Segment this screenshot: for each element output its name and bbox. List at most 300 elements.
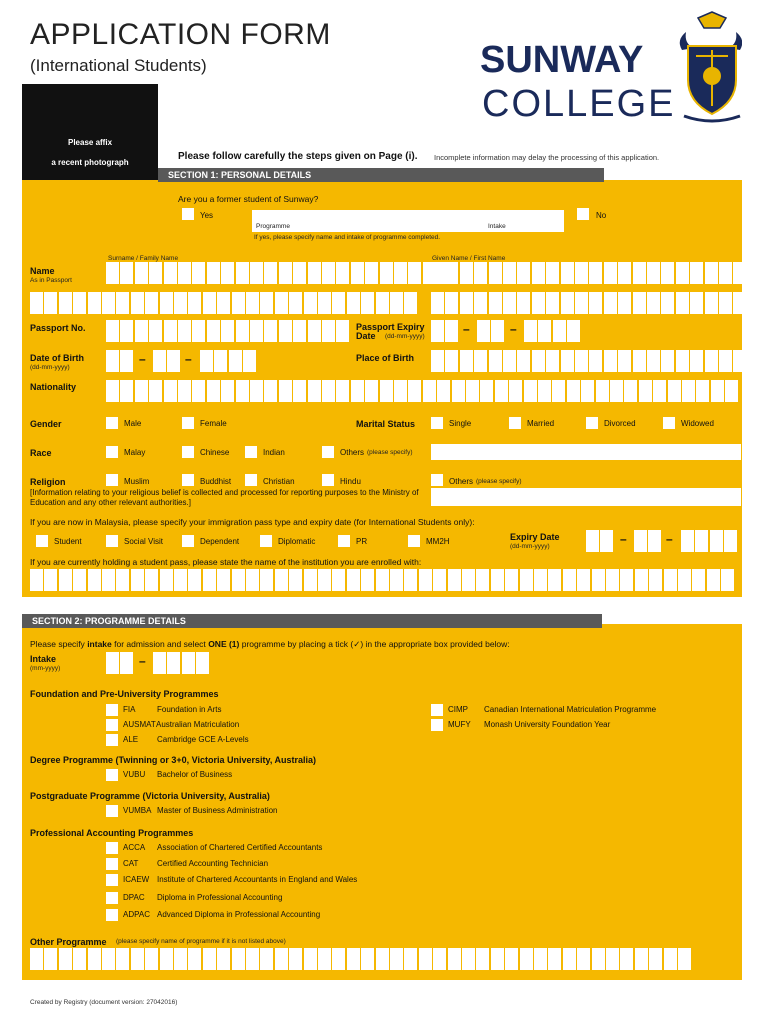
- name-char-box[interactable]: [164, 262, 177, 284]
- malay-checkbox[interactable]: [106, 446, 118, 458]
- passport-char-box[interactable]: [106, 320, 119, 342]
- nationality-box[interactable]: [639, 380, 652, 402]
- place-of-birth-box[interactable]: [705, 350, 718, 372]
- name-char-box[interactable]: [705, 292, 718, 314]
- passport-expiry-box[interactable]: [524, 320, 537, 342]
- name-char-box[interactable]: [246, 292, 259, 314]
- other-programme-box[interactable]: [102, 948, 115, 970]
- others-religion-field[interactable]: [431, 488, 741, 506]
- nationality-box[interactable]: [236, 380, 249, 402]
- name-char-box[interactable]: [546, 292, 559, 314]
- intake-box[interactable]: [196, 652, 209, 674]
- name-char-box[interactable]: [676, 292, 689, 314]
- institution-box[interactable]: [260, 569, 273, 591]
- place-of-birth-box[interactable]: [546, 350, 559, 372]
- expiry-box[interactable]: [634, 530, 647, 552]
- icaew-checkbox[interactable]: [106, 874, 118, 886]
- name-char-box[interactable]: [489, 262, 502, 284]
- name-char-box[interactable]: [733, 262, 746, 284]
- other-programme-box[interactable]: [376, 948, 389, 970]
- institution-box[interactable]: [520, 569, 533, 591]
- institution-box[interactable]: [88, 569, 101, 591]
- name-char-box[interactable]: [365, 262, 378, 284]
- passport-char-box[interactable]: [322, 320, 335, 342]
- name-char-box[interactable]: [203, 292, 216, 314]
- place-of-birth-box[interactable]: [575, 350, 588, 372]
- name-char-box[interactable]: [575, 292, 588, 314]
- dpac-checkbox[interactable]: [106, 892, 118, 904]
- name-char-box[interactable]: [647, 292, 660, 314]
- name-char-box[interactable]: [733, 292, 746, 314]
- passport-char-box[interactable]: [279, 320, 292, 342]
- name-char-box[interactable]: [217, 292, 230, 314]
- institution-box[interactable]: [44, 569, 57, 591]
- institution-box[interactable]: [433, 569, 446, 591]
- institution-box[interactable]: [678, 569, 691, 591]
- pr-checkbox[interactable]: [338, 535, 350, 547]
- other-programme-box[interactable]: [635, 948, 648, 970]
- nationality-box[interactable]: [696, 380, 709, 402]
- passport-expiry-box[interactable]: [431, 320, 444, 342]
- name-char-box[interactable]: [661, 262, 674, 284]
- nationality-box[interactable]: [135, 380, 148, 402]
- name-char-box[interactable]: [322, 262, 335, 284]
- nationality-box[interactable]: [380, 380, 393, 402]
- nationality-box[interactable]: [596, 380, 609, 402]
- nationality-box[interactable]: [423, 380, 436, 402]
- name-char-box[interactable]: [690, 262, 703, 284]
- institution-box[interactable]: [30, 569, 43, 591]
- institution-box[interactable]: [131, 569, 144, 591]
- vumba-checkbox[interactable]: [106, 805, 118, 817]
- institution-box[interactable]: [462, 569, 475, 591]
- institution-box[interactable]: [491, 569, 504, 591]
- name-char-box[interactable]: [131, 292, 144, 314]
- name-char-box[interactable]: [431, 262, 444, 284]
- other-programme-box[interactable]: [59, 948, 72, 970]
- institution-box[interactable]: [505, 569, 518, 591]
- former-no-checkbox[interactable]: [577, 208, 589, 220]
- nationality-box[interactable]: [308, 380, 321, 402]
- place-of-birth-box[interactable]: [647, 350, 660, 372]
- institution-box[interactable]: [721, 569, 734, 591]
- institution-box[interactable]: [59, 569, 72, 591]
- other-programme-box[interactable]: [678, 948, 691, 970]
- nationality-box[interactable]: [524, 380, 537, 402]
- other-programme-box[interactable]: [30, 948, 43, 970]
- muslim-checkbox[interactable]: [106, 474, 118, 486]
- place-of-birth-box[interactable]: [532, 350, 545, 372]
- name-char-box[interactable]: [503, 262, 516, 284]
- name-char-box[interactable]: [633, 292, 646, 314]
- passport-char-box[interactable]: [120, 320, 133, 342]
- married-checkbox[interactable]: [509, 417, 521, 429]
- other-programme-box[interactable]: [462, 948, 475, 970]
- institution-box[interactable]: [246, 569, 259, 591]
- nationality-box[interactable]: [365, 380, 378, 402]
- institution-box[interactable]: [563, 569, 576, 591]
- passport-char-box[interactable]: [164, 320, 177, 342]
- name-char-box[interactable]: [116, 292, 129, 314]
- institution-box[interactable]: [606, 569, 619, 591]
- fia-checkbox[interactable]: [106, 704, 118, 716]
- name-char-box[interactable]: [404, 292, 417, 314]
- other-programme-box[interactable]: [534, 948, 547, 970]
- name-char-box[interactable]: [390, 292, 403, 314]
- nationality-box[interactable]: [192, 380, 205, 402]
- other-programme-box[interactable]: [188, 948, 201, 970]
- other-programme-box[interactable]: [563, 948, 576, 970]
- name-char-box[interactable]: [394, 262, 407, 284]
- name-char-box[interactable]: [332, 292, 345, 314]
- acca-checkbox[interactable]: [106, 842, 118, 854]
- name-char-box[interactable]: [719, 262, 732, 284]
- institution-box[interactable]: [318, 569, 331, 591]
- other-programme-box[interactable]: [505, 948, 518, 970]
- name-char-box[interactable]: [705, 262, 718, 284]
- dependent-checkbox[interactable]: [182, 535, 194, 547]
- name-char-box[interactable]: [178, 262, 191, 284]
- institution-box[interactable]: [116, 569, 129, 591]
- name-char-box[interactable]: [192, 262, 205, 284]
- name-char-box[interactable]: [376, 292, 389, 314]
- name-char-box[interactable]: [30, 292, 43, 314]
- nationality-box[interactable]: [466, 380, 479, 402]
- place-of-birth-box[interactable]: [690, 350, 703, 372]
- name-char-box[interactable]: [221, 262, 234, 284]
- cimp-checkbox[interactable]: [431, 704, 443, 716]
- institution-box[interactable]: [390, 569, 403, 591]
- diplomatic-checkbox[interactable]: [260, 535, 272, 547]
- name-char-box[interactable]: [304, 292, 317, 314]
- place-of-birth-box[interactable]: [589, 350, 602, 372]
- place-of-birth-box[interactable]: [661, 350, 674, 372]
- intake-box[interactable]: [120, 652, 133, 674]
- ausmat-checkbox[interactable]: [106, 719, 118, 731]
- institution-box[interactable]: [534, 569, 547, 591]
- name-char-box[interactable]: [561, 262, 574, 284]
- institution-box[interactable]: [289, 569, 302, 591]
- institution-box[interactable]: [188, 569, 201, 591]
- place-of-birth-box[interactable]: [503, 350, 516, 372]
- nationality-box[interactable]: [509, 380, 522, 402]
- name-char-box[interactable]: [532, 262, 545, 284]
- other-programme-box[interactable]: [232, 948, 245, 970]
- others-race-checkbox[interactable]: [322, 446, 334, 458]
- nationality-box[interactable]: [495, 380, 508, 402]
- institution-box[interactable]: [649, 569, 662, 591]
- institution-box[interactable]: [232, 569, 245, 591]
- intake-box[interactable]: [106, 652, 119, 674]
- nationality-box[interactable]: [437, 380, 450, 402]
- name-char-box[interactable]: [260, 292, 273, 314]
- name-char-box[interactable]: [250, 262, 263, 284]
- name-char-box[interactable]: [289, 292, 302, 314]
- other-programme-box[interactable]: [217, 948, 230, 970]
- name-char-box[interactable]: [647, 262, 660, 284]
- passport-char-box[interactable]: [236, 320, 249, 342]
- institution-box[interactable]: [635, 569, 648, 591]
- ale-checkbox[interactable]: [106, 734, 118, 746]
- institution-box[interactable]: [404, 569, 417, 591]
- institution-box[interactable]: [476, 569, 489, 591]
- name-char-box[interactable]: [561, 292, 574, 314]
- other-programme-box[interactable]: [260, 948, 273, 970]
- divorced-checkbox[interactable]: [586, 417, 598, 429]
- other-programme-box[interactable]: [606, 948, 619, 970]
- name-char-box[interactable]: [380, 262, 393, 284]
- name-char-box[interactable]: [73, 292, 86, 314]
- name-char-box[interactable]: [604, 262, 617, 284]
- intake-box[interactable]: [182, 652, 195, 674]
- nationality-box[interactable]: [668, 380, 681, 402]
- nationality-box[interactable]: [351, 380, 364, 402]
- passport-char-box[interactable]: [207, 320, 220, 342]
- nationality-box[interactable]: [279, 380, 292, 402]
- name-char-box[interactable]: [160, 292, 173, 314]
- passport-char-box[interactable]: [293, 320, 306, 342]
- nationality-box[interactable]: [552, 380, 565, 402]
- dob-box[interactable]: [167, 350, 180, 372]
- other-programme-box[interactable]: [88, 948, 101, 970]
- other-programme-box[interactable]: [620, 948, 633, 970]
- other-programme-box[interactable]: [404, 948, 417, 970]
- dob-box[interactable]: [120, 350, 133, 372]
- passport-expiry-box[interactable]: [538, 320, 551, 342]
- institution-box[interactable]: [376, 569, 389, 591]
- place-of-birth-box[interactable]: [489, 350, 502, 372]
- other-programme-box[interactable]: [548, 948, 561, 970]
- social-visit-checkbox[interactable]: [106, 535, 118, 547]
- place-of-birth-box[interactable]: [604, 350, 617, 372]
- other-programme-box[interactable]: [275, 948, 288, 970]
- institution-box[interactable]: [707, 569, 720, 591]
- chinese-checkbox[interactable]: [182, 446, 194, 458]
- name-char-box[interactable]: [589, 292, 602, 314]
- name-char-box[interactable]: [676, 262, 689, 284]
- name-char-box[interactable]: [279, 262, 292, 284]
- name-char-box[interactable]: [460, 262, 473, 284]
- other-programme-box[interactable]: [476, 948, 489, 970]
- nationality-box[interactable]: [106, 380, 119, 402]
- nationality-box[interactable]: [624, 380, 637, 402]
- name-char-box[interactable]: [474, 292, 487, 314]
- name-char-box[interactable]: [120, 262, 133, 284]
- nationality-box[interactable]: [293, 380, 306, 402]
- name-char-box[interactable]: [102, 292, 115, 314]
- mufy-checkbox[interactable]: [431, 719, 443, 731]
- nationality-box[interactable]: [221, 380, 234, 402]
- name-char-box[interactable]: [59, 292, 72, 314]
- other-programme-box[interactable]: [145, 948, 158, 970]
- passport-expiry-box[interactable]: [445, 320, 458, 342]
- passport-char-box[interactable]: [221, 320, 234, 342]
- indian-checkbox[interactable]: [245, 446, 257, 458]
- name-char-box[interactable]: [135, 262, 148, 284]
- passport-char-box[interactable]: [192, 320, 205, 342]
- name-char-box[interactable]: [336, 262, 349, 284]
- name-char-box[interactable]: [661, 292, 674, 314]
- name-char-box[interactable]: [232, 292, 245, 314]
- institution-box[interactable]: [217, 569, 230, 591]
- expiry-box[interactable]: [586, 530, 599, 552]
- dob-box[interactable]: [229, 350, 242, 372]
- passport-char-box[interactable]: [308, 320, 321, 342]
- passport-char-box[interactable]: [250, 320, 263, 342]
- vubu-checkbox[interactable]: [106, 769, 118, 781]
- name-char-box[interactable]: [174, 292, 187, 314]
- former-programme-field[interactable]: [252, 210, 564, 232]
- place-of-birth-box[interactable]: [517, 350, 530, 372]
- name-char-box[interactable]: [347, 292, 360, 314]
- place-of-birth-box[interactable]: [733, 350, 746, 372]
- other-programme-box[interactable]: [361, 948, 374, 970]
- institution-box[interactable]: [548, 569, 561, 591]
- name-char-box[interactable]: [589, 262, 602, 284]
- hindu-checkbox[interactable]: [322, 474, 334, 486]
- other-programme-box[interactable]: [347, 948, 360, 970]
- expiry-box[interactable]: [648, 530, 661, 552]
- expiry-box[interactable]: [695, 530, 708, 552]
- other-programme-box[interactable]: [160, 948, 173, 970]
- intake-box[interactable]: [153, 652, 166, 674]
- name-char-box[interactable]: [308, 262, 321, 284]
- christian-checkbox[interactable]: [245, 474, 257, 486]
- other-programme-box[interactable]: [174, 948, 187, 970]
- institution-box[interactable]: [203, 569, 216, 591]
- place-of-birth-box[interactable]: [460, 350, 473, 372]
- others-religion-checkbox[interactable]: [431, 474, 443, 486]
- buddhist-checkbox[interactable]: [182, 474, 194, 486]
- passport-char-box[interactable]: [149, 320, 162, 342]
- adpac-checkbox[interactable]: [106, 909, 118, 921]
- other-programme-box[interactable]: [649, 948, 662, 970]
- former-yes-checkbox[interactable]: [182, 208, 194, 220]
- nationality-box[interactable]: [567, 380, 580, 402]
- name-char-box[interactable]: [106, 262, 119, 284]
- institution-box[interactable]: [361, 569, 374, 591]
- expiry-box[interactable]: [724, 530, 737, 552]
- nationality-box[interactable]: [394, 380, 407, 402]
- expiry-box[interactable]: [600, 530, 613, 552]
- nationality-box[interactable]: [581, 380, 594, 402]
- other-programme-box[interactable]: [390, 948, 403, 970]
- female-checkbox[interactable]: [182, 417, 194, 429]
- place-of-birth-box[interactable]: [431, 350, 444, 372]
- intake-box[interactable]: [167, 652, 180, 674]
- passport-char-box[interactable]: [336, 320, 349, 342]
- name-char-box[interactable]: [618, 262, 631, 284]
- name-char-box[interactable]: [318, 292, 331, 314]
- name-char-box[interactable]: [489, 292, 502, 314]
- nationality-box[interactable]: [322, 380, 335, 402]
- name-char-box[interactable]: [445, 292, 458, 314]
- name-char-box[interactable]: [44, 292, 57, 314]
- institution-box[interactable]: [419, 569, 432, 591]
- nationality-box[interactable]: [480, 380, 493, 402]
- institution-box[interactable]: [275, 569, 288, 591]
- institution-box[interactable]: [73, 569, 86, 591]
- name-char-box[interactable]: [188, 292, 201, 314]
- dob-box[interactable]: [200, 350, 213, 372]
- cat-checkbox[interactable]: [106, 858, 118, 870]
- nationality-box[interactable]: [178, 380, 191, 402]
- name-char-box[interactable]: [408, 262, 421, 284]
- passport-char-box[interactable]: [178, 320, 191, 342]
- name-char-box[interactable]: [275, 292, 288, 314]
- other-programme-box[interactable]: [448, 948, 461, 970]
- other-programme-box[interactable]: [592, 948, 605, 970]
- nationality-box[interactable]: [149, 380, 162, 402]
- other-programme-box[interactable]: [203, 948, 216, 970]
- place-of-birth-box[interactable]: [445, 350, 458, 372]
- nationality-box[interactable]: [682, 380, 695, 402]
- student-pass-checkbox[interactable]: [36, 535, 48, 547]
- name-char-box[interactable]: [149, 262, 162, 284]
- institution-box[interactable]: [160, 569, 173, 591]
- name-char-box[interactable]: [618, 292, 631, 314]
- other-programme-box[interactable]: [419, 948, 432, 970]
- passport-expiry-box[interactable]: [553, 320, 566, 342]
- name-char-box[interactable]: [264, 262, 277, 284]
- name-char-box[interactable]: [575, 262, 588, 284]
- other-programme-box[interactable]: [664, 948, 677, 970]
- other-programme-box[interactable]: [73, 948, 86, 970]
- dob-box[interactable]: [106, 350, 119, 372]
- nationality-box[interactable]: [653, 380, 666, 402]
- institution-box[interactable]: [577, 569, 590, 591]
- name-char-box[interactable]: [460, 292, 473, 314]
- institution-box[interactable]: [692, 569, 705, 591]
- name-char-box[interactable]: [503, 292, 516, 314]
- name-char-box[interactable]: [474, 262, 487, 284]
- mm2h-checkbox[interactable]: [408, 535, 420, 547]
- name-char-box[interactable]: [532, 292, 545, 314]
- dob-box[interactable]: [214, 350, 227, 372]
- other-programme-box[interactable]: [491, 948, 504, 970]
- institution-box[interactable]: [448, 569, 461, 591]
- name-char-box[interactable]: [293, 262, 306, 284]
- place-of-birth-box[interactable]: [474, 350, 487, 372]
- other-programme-box[interactable]: [44, 948, 57, 970]
- institution-box[interactable]: [332, 569, 345, 591]
- name-char-box[interactable]: [431, 292, 444, 314]
- place-of-birth-box[interactable]: [633, 350, 646, 372]
- nationality-box[interactable]: [120, 380, 133, 402]
- other-programme-box[interactable]: [131, 948, 144, 970]
- institution-box[interactable]: [620, 569, 633, 591]
- other-programme-box[interactable]: [304, 948, 317, 970]
- male-checkbox[interactable]: [106, 417, 118, 429]
- other-programme-box[interactable]: [289, 948, 302, 970]
- nationality-box[interactable]: [408, 380, 421, 402]
- nationality-box[interactable]: [250, 380, 263, 402]
- expiry-box[interactable]: [681, 530, 694, 552]
- others-race-field[interactable]: [431, 444, 741, 460]
- name-char-box[interactable]: [361, 292, 374, 314]
- name-char-box[interactable]: [719, 292, 732, 314]
- name-char-box[interactable]: [633, 262, 646, 284]
- nationality-box[interactable]: [336, 380, 349, 402]
- other-programme-box[interactable]: [577, 948, 590, 970]
- nationality-box[interactable]: [725, 380, 738, 402]
- widowed-checkbox[interactable]: [663, 417, 675, 429]
- place-of-birth-box[interactable]: [561, 350, 574, 372]
- passport-char-box[interactable]: [135, 320, 148, 342]
- other-programme-box[interactable]: [332, 948, 345, 970]
- other-programme-box[interactable]: [318, 948, 331, 970]
- name-char-box[interactable]: [445, 262, 458, 284]
